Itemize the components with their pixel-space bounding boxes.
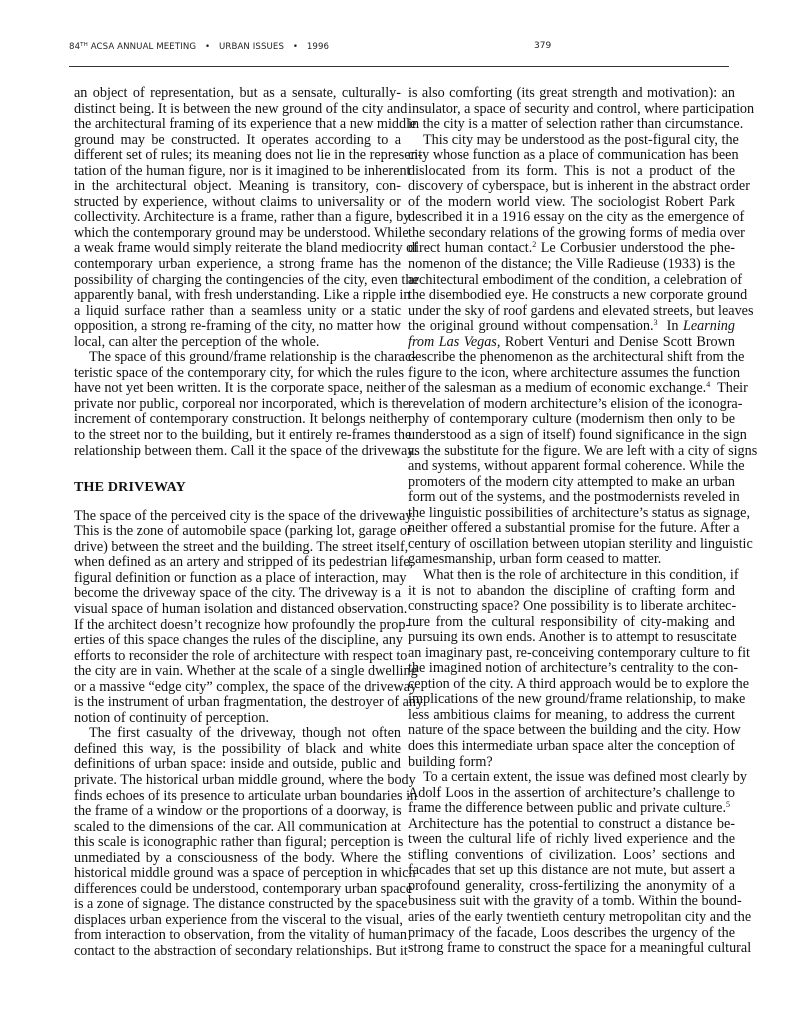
- paragraph: [408, 769, 752, 957]
- text-line: it is not to abandon the discipline of crafting form and: [408, 582, 735, 599]
- text-line: The first casualty of the driveway, though not often: [89, 725, 401, 742]
- text-line: a liquid surface rather than a seamless unity or a static: [74, 302, 401, 319]
- text-line: To a certain extent, the issue was defined most clearly by: [423, 769, 748, 786]
- text-line: business suit with the gravity of a tomb. Within the bound-: [408, 893, 742, 910]
- text-line: [408, 335, 735, 351]
- text-line: of the modern world view. The sociologist Robert Park: [408, 193, 735, 210]
- text-line: defined this way, is the possibility of black and white: [74, 740, 401, 757]
- text-line: opposition, a strong re-framing of the city, no matter how: [74, 318, 401, 335]
- running-header: [69, 42, 380, 52]
- para-lines: [408, 395, 758, 568]
- paragraph: [74, 349, 418, 459]
- text-line: unmediated by a consciousness of the body. Where the: [74, 849, 401, 866]
- text-line: a weak frame would simply reiterate the bland mediocrity of: [74, 240, 418, 257]
- text-line: If the architect doesn’t recognize how profoundly the prop-: [74, 616, 411, 633]
- text-segment: frame the difference between public and private culture.: [408, 800, 727, 817]
- text-line: the secondary relations of the growing forms of media over: [408, 224, 745, 241]
- text-line: architectural embodiment of the condition, a celebration of: [408, 271, 743, 288]
- paragraph: [74, 725, 418, 959]
- text-line: understood as a sign of itself) found significance in the sign: [408, 427, 747, 444]
- header-bullet: •: [204, 42, 211, 52]
- text-line: tween the cultural life of richly lived experience and the: [408, 831, 735, 848]
- text-line: city whose function as a place of communication has been: [408, 147, 739, 164]
- text-line: relationship between them. Call it the space of the driveway.: [74, 442, 418, 459]
- text-line: figural definition or function as a place of interaction, may: [74, 569, 407, 586]
- text-line: described it in a 1916 essay on the city as the emergence of: [408, 209, 745, 226]
- text-line: apparently banal, with fresh understanding. Like a ripple in: [74, 287, 411, 304]
- text-line: primacy of the facade, Loos describes the urgency of the: [408, 924, 735, 941]
- text-line: revelation of modern architecture’s elision of the iconogra-: [408, 395, 743, 412]
- text-segment: , Robert Venturi and Denise Scott Brown: [496, 333, 735, 350]
- text-line: finds echoes of its presence to articulate urban boundaries in: [74, 787, 418, 804]
- text-line: as the substitute for the figure. We are left with a city of signs: [408, 442, 758, 459]
- footnote-marker: 4: [706, 380, 711, 390]
- text-line: less ambitious claims for meaning, to address the current: [408, 706, 735, 723]
- text-line: displaces urban experience from the visceral to the visual,: [74, 911, 403, 928]
- text-line: insulator, a space of security and control, where participation: [408, 100, 755, 117]
- paragraph: [408, 131, 758, 568]
- header-ordinal-suffix: TH: [80, 42, 88, 48]
- header-conference: ACSA ANNUAL MEETING: [90, 42, 197, 52]
- text-line: teristic space of the contemporary city, for which the rules: [74, 364, 404, 381]
- text-line: in the city is a matter of selection rather than circumstance.: [408, 116, 744, 133]
- text-line: visual space of human isolation and distanced observation.: [74, 600, 408, 617]
- book-title: Learning: [682, 318, 735, 335]
- text-line: ture from the cultural responsibility of city-making and: [408, 613, 735, 630]
- text-line: drive) between the street and the building. The street itself,: [74, 538, 409, 555]
- text-line: The space of this ground/frame relationship is the charac-: [89, 349, 416, 366]
- text-line: erties of this space changes the rules of the discipline, any: [74, 632, 403, 649]
- para-lines: [408, 769, 748, 801]
- text-line: an imaginary past, re-conceiving contemporary culture to fit: [408, 644, 750, 661]
- text-line: the city are in vain. Whether at the scale of a single dwelling: [74, 663, 418, 680]
- paragraph: [74, 507, 424, 727]
- text-line: gamesmanship, urban form ceased to matter.: [408, 551, 662, 568]
- text-line: different set of rules; its meaning does not lie in the represen-: [74, 147, 423, 164]
- text-line: [408, 319, 735, 335]
- text-line: stifling conventions of civilization. Loos’ sections and: [408, 846, 735, 863]
- text-line: have not yet been written. It is the corporate space, neither: [74, 380, 406, 397]
- text-segment: Their: [710, 380, 748, 397]
- text-line: increment of contemporary construction. It belongs neither: [74, 411, 409, 428]
- text-segment: In: [657, 318, 683, 335]
- text-line: [408, 380, 748, 397]
- text-line: is the instrument of urban fragmentation, the destroyer of any: [74, 694, 424, 711]
- text-line: tation of the human figure, nor is it imagined to be inherent: [74, 162, 411, 179]
- text-line: phy of contemporary culture (modernism then only to be: [408, 411, 735, 428]
- text-segment: of the salesman as a medium of economic exchange.: [408, 380, 707, 397]
- header-section: URBAN ISSUES: [218, 42, 284, 52]
- text-line: contact to the abstraction of secondary relationships. But it: [74, 942, 408, 959]
- text-line: dislocated from its form. This is not a product of the: [408, 162, 735, 179]
- text-line: or a massive “edge city” complex, the space of the driveway: [74, 678, 418, 695]
- text-line: pursuing its own ends. Another is to attempt to resuscitate: [408, 629, 737, 646]
- text-line: This is the zone of automobile space (parking lot, garage or: [74, 523, 412, 540]
- footnote-marker: 5: [726, 800, 731, 810]
- text-line: Architecture has the potential to construct a distance be-: [408, 815, 735, 832]
- text-segment: direct human contact.: [408, 240, 533, 257]
- text-line: nature of the space between the building and the city. How: [408, 722, 741, 739]
- text-line: profound generality, cross-fertilizing the anonymity of a: [408, 877, 735, 894]
- footnote-marker: 2: [532, 240, 537, 250]
- text-line: the architectural framing of its experience that a new middle: [74, 116, 417, 133]
- text-line: the imagined notion of architecture’s centrality to the con-: [408, 660, 739, 677]
- text-line: aries of the early twentieth century metropolitan city and the: [408, 908, 752, 925]
- text-line: [408, 801, 735, 817]
- text-line: and systems, without apparent formal coherence. While the: [408, 458, 745, 475]
- text-line: the disembodied eye. He constructs a new corporate ground: [408, 287, 748, 304]
- text-line: historical middle ground was a space of perception in which: [74, 865, 416, 882]
- text-line: which the contemporary ground may be understood. While: [74, 224, 409, 241]
- text-line: figure to the icon, where architecture assumes the function: [408, 364, 741, 381]
- text-line: strong frame to construct the space for a meaningful cultural: [408, 940, 752, 957]
- text-line: is a zone of signage. The distance constructed by the space: [74, 896, 408, 913]
- text-line: an object of representation, but as a sensate, culturally-: [74, 85, 401, 101]
- text-line: Adolf Loos in the assertion of architecture’s challenge to: [408, 784, 735, 801]
- text-line: contemporary urban experience, a strong frame has the: [74, 256, 401, 273]
- text-line: facades that set up this distance are not mute, but assert a: [408, 862, 735, 879]
- text-line: structed by experience, without claims to universality or: [74, 193, 401, 210]
- text-line: possibility of charging the contingencies of the city, even the: [74, 271, 419, 288]
- text-line: does this intermediate urban space alter the conception of: [408, 737, 735, 754]
- text-line: [408, 241, 735, 257]
- para-lines: [408, 256, 754, 319]
- text-line: neither offered a substantial promise for the future. After a: [408, 520, 740, 537]
- text-line: century of oscillation between utopian sterility and linguistic: [408, 535, 753, 552]
- header-ordinal-number: 84: [69, 42, 81, 52]
- paragraph: [408, 566, 750, 770]
- text-line: private. The historical urban middle ground, where the body: [74, 771, 416, 788]
- text-line: efforts to reconsider the role of architecture with respect to: [74, 647, 408, 664]
- para-lines: [408, 131, 750, 242]
- text-segment: the original ground without compensation.: [408, 318, 654, 335]
- text-line: is also comforting (its great strength and motivation): an: [408, 85, 735, 101]
- text-line: discovery of cyberspace, but is inherent in the abstract order: [408, 178, 750, 195]
- para-lines: [408, 349, 745, 381]
- header-year: 1996: [306, 42, 330, 52]
- text-line: notion of continuity of perception.: [74, 709, 270, 726]
- text-segment: Le Corbusier understood the phe-: [536, 240, 735, 257]
- text-line: This city may be understood as the post-figural city, the: [423, 131, 739, 148]
- left-column: [74, 85, 424, 960]
- book-title: from Las Vegas: [408, 333, 497, 350]
- text-line: this scale is iconographic rather than figural; perception is: [74, 834, 404, 851]
- header-bullet: •: [292, 42, 299, 52]
- text-line: under the sky of roof gardens and elevated streets, but leaves: [408, 302, 754, 319]
- paragraph: [74, 85, 423, 350]
- text-line: the frame of a window or the proportions of a doorway, is: [74, 803, 402, 820]
- text-line: building form?: [408, 753, 493, 770]
- text-line: ception of the city. A third approach would be to explore the: [408, 675, 750, 692]
- section-heading: THE DRIVEWAY: [74, 480, 186, 496]
- text-line: scaled to the dimensions of the car. All communication at: [74, 818, 401, 835]
- text-line: differences could be understood, contemporary urban space: [74, 880, 413, 897]
- paragraph: [408, 85, 755, 133]
- para-lines: [408, 815, 752, 957]
- text-line: to the street nor to the building, but it entirely re-frames the: [74, 427, 412, 444]
- text-line: definitions of urban space: inside and outside, public and: [74, 756, 401, 773]
- text-line: What then is the role of architecture in this condition, if: [423, 566, 739, 583]
- text-line: ground may be constructed. It operates according to a: [74, 131, 401, 148]
- header-rule: [69, 66, 729, 67]
- text-line: promoters of the modern city attempted to make an urban: [408, 473, 735, 490]
- footnote-marker: 3: [653, 318, 658, 328]
- text-line: describe the phenomenon as the architectural shift from the: [408, 349, 745, 366]
- text-line: local, can alter the perception of the whole.: [74, 333, 320, 350]
- text-line: nomenon of the distance; the Ville Radieuse (1933) is the: [408, 256, 735, 273]
- text-line: the linguistic possibilities of architecture’s status as signage,: [408, 504, 751, 521]
- text-line: constructing space? One possibility is to liberate architec-: [408, 598, 737, 615]
- text-line: The space of the perceived city is the space of the driveway.: [74, 507, 416, 524]
- text-line: become the driveway space of the city. The driveway is a: [74, 585, 401, 602]
- text-line: distinct being. It is between the new ground of the city and: [74, 100, 408, 117]
- text-line: in the architectural object. Meaning is transitory, con-: [74, 178, 401, 195]
- text-line: form out of the systems, and the postmodernists reveled in: [408, 489, 740, 506]
- text-line: collectivity. Architecture is a frame, rather than a figure, by: [74, 209, 411, 226]
- right-column: [408, 85, 758, 957]
- text-line: when defined as an artery and stripped of its pedestrian life,: [74, 554, 414, 571]
- page-number: 379: [534, 41, 552, 51]
- text-line: from interaction to observation, from the vitality of human: [74, 927, 407, 944]
- text-line: implications of the new ground/frame relationship, to make: [408, 691, 746, 708]
- text-line: private nor public, corporeal nor incorporated, which is the: [74, 395, 409, 412]
